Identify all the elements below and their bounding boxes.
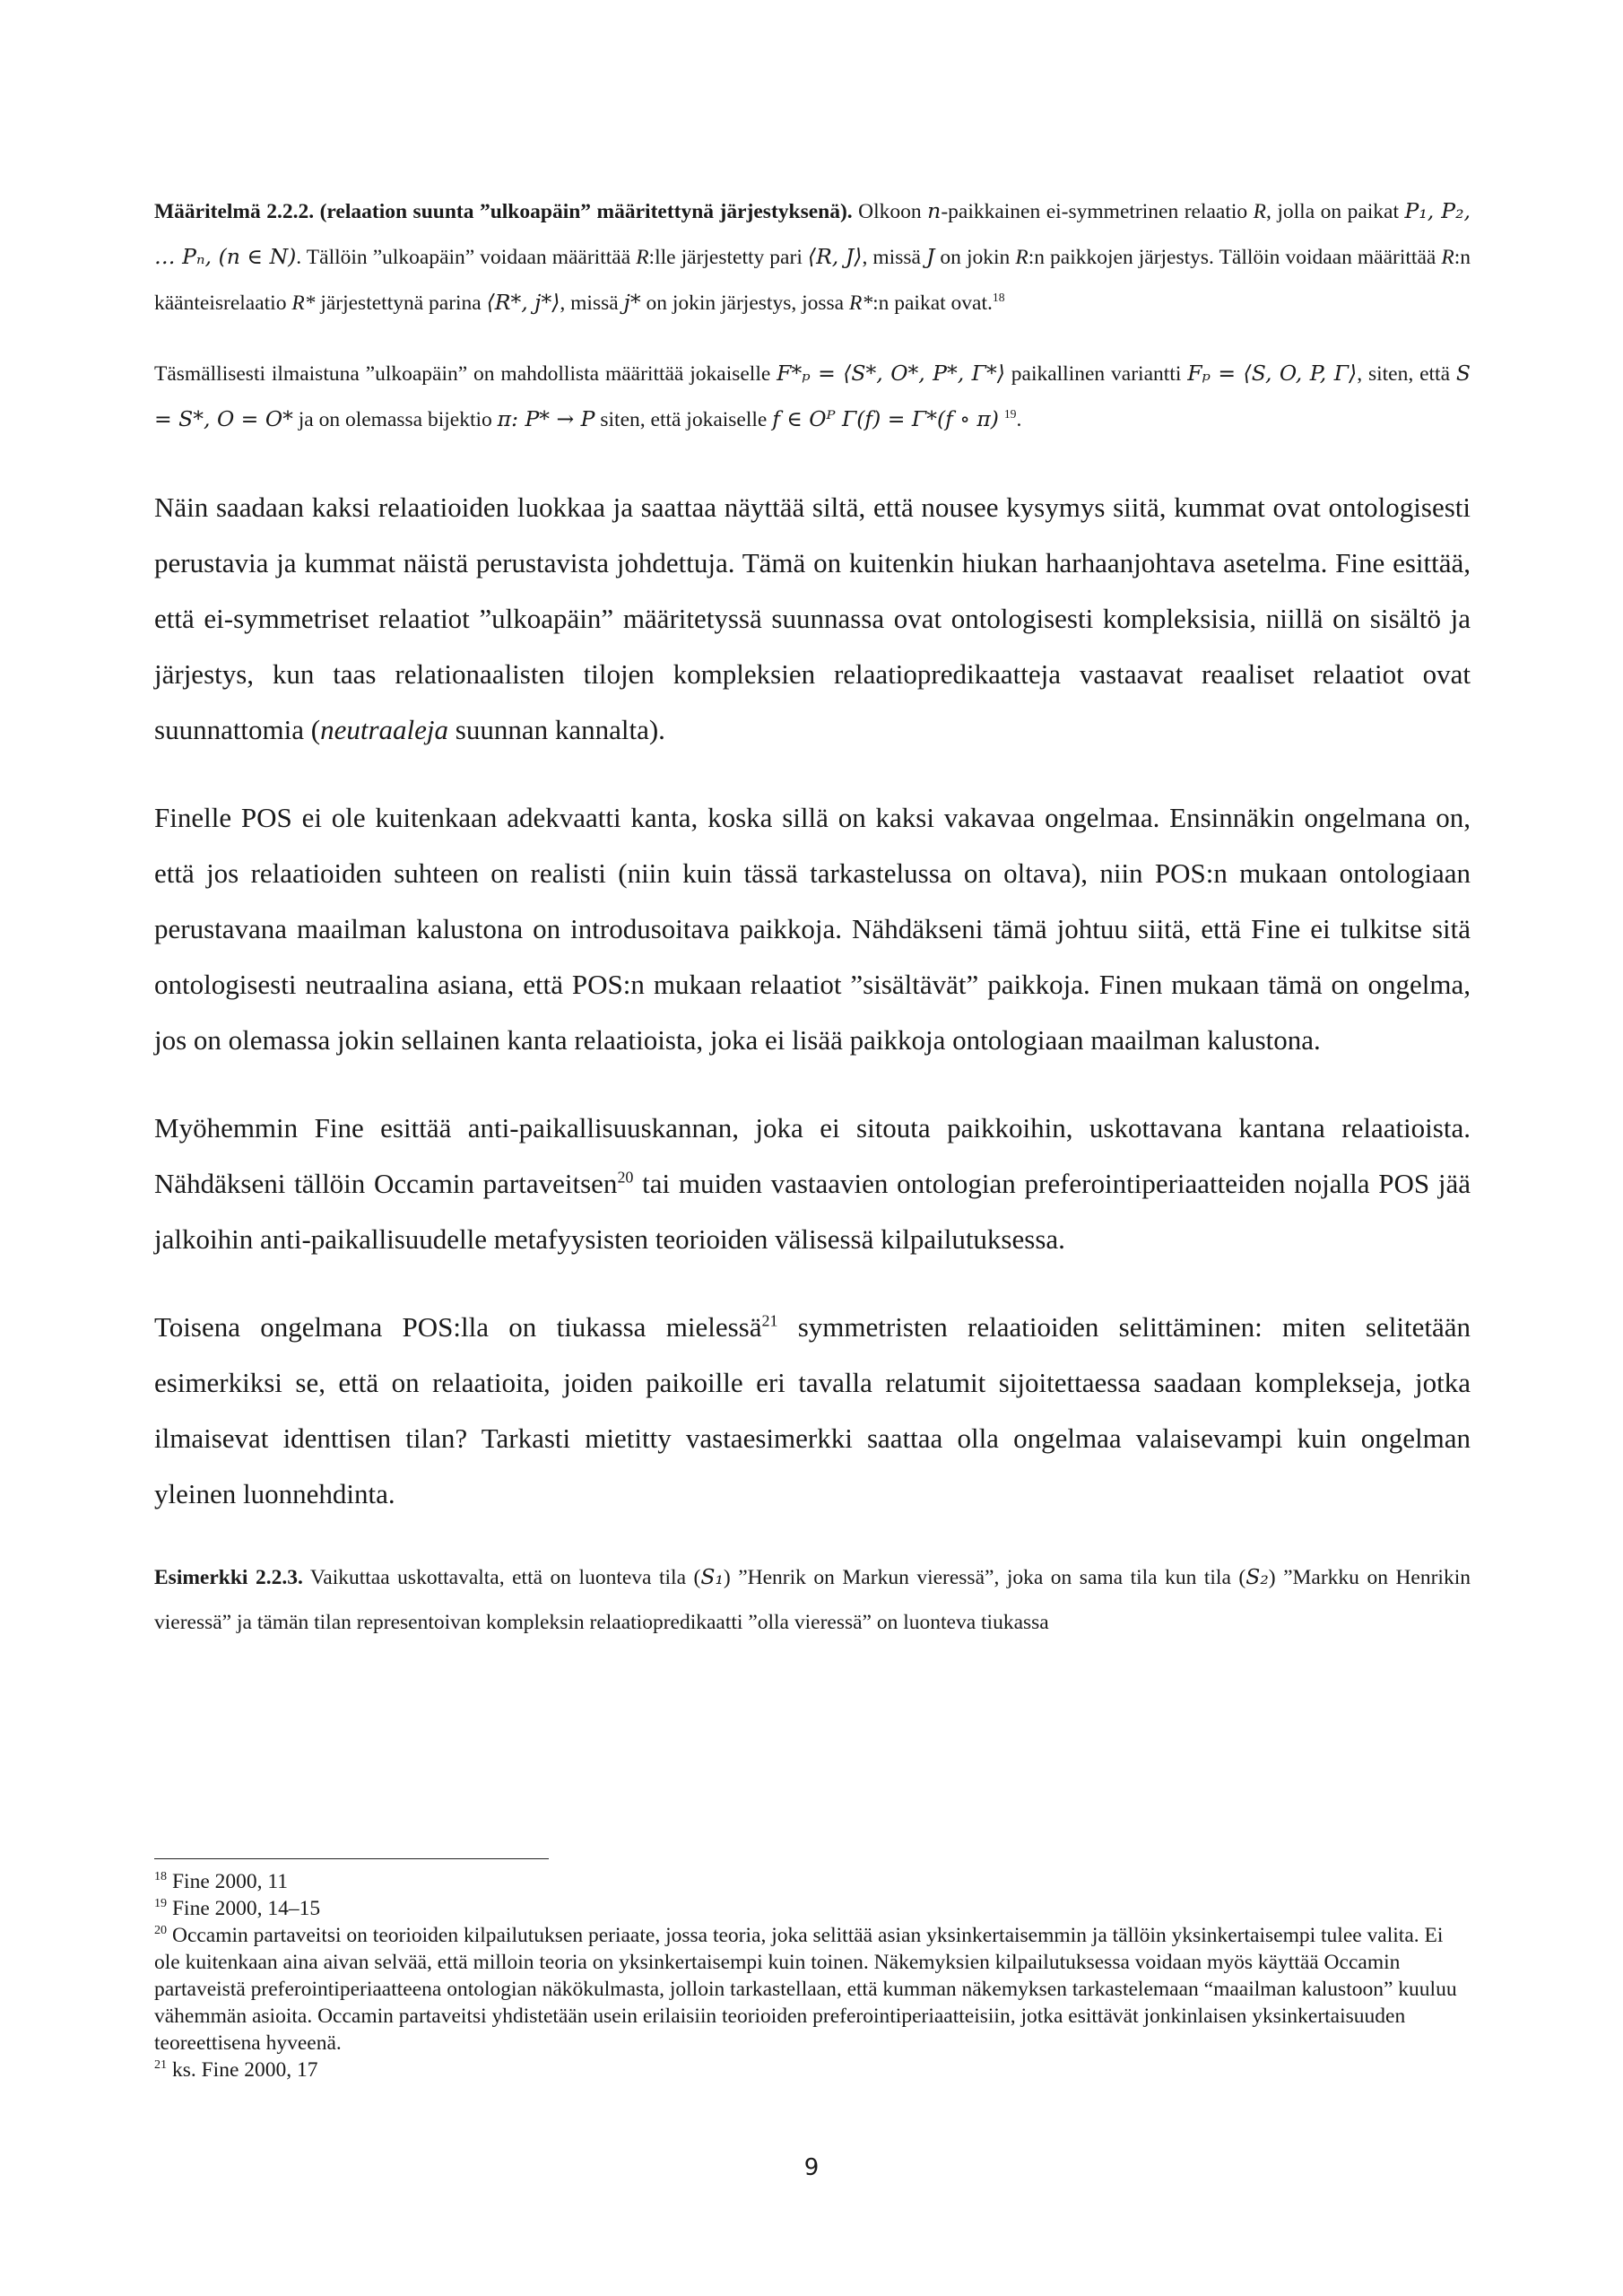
paragraph: Näin saadaan kaksi relaatioiden luokkaa ja saattaa näyttää siltä, että nousee kysymys siitä, kummat ovat ontologisesti perustavia ja kummat näistä perustavista johdettuja. Tämä on kuitenkin hiukan harhaanjohtava asetelma. Fine esittää, että ei-symmetriset relaatiot ”ulkoapäin” määritetyssä suunnassa ovat ontologisesti kompleksisia, niillä on sisältö ja järjestys, kun taas relationaalisten tilojen kompleksien relaatiopredikaatteja vastaavat reaaliset relaatiot ovat suunnattomia (neutraaleja suunnan kannalta).	[154, 491, 1471, 745]
footnote-ref-18[interactable]: 18	[992, 291, 1005, 305]
example-label: Esimerkki 2.2.3.	[154, 1566, 303, 1589]
formal-statement: Täsmällisesti ilmaistuna ”ulkoapäin” on mahdollista määrittää jokaiselle F*ₚ = ⟨S*, O*, P*, Γ*⟩ paikallinen variantti Fₚ = ⟨S, O, P, Γ⟩, siten, että S = S*, O = O* ja on olemassa bijektio π: P* → P siten, että jokaiselle f ∈ Oᴾ Γ(f) = Γ*(f ∘ π) $^{19}$.	[154, 361, 1471, 431]
definition-2-2-2: Määritelmä 2.2.2. (relaation suunta ”ulkoapäin” määritettynä järjestyksenä). Olkoon n-paikkainen ei-symmetrinen relaatio R, jolla on paikat P₁, P₂, … Pₙ, (n ∈ N). Tällöin ”ulkoapäin” voidaan määrittää R:lle järjestetty pari ⟨R, J⟩, missä J on jokin R:n paikkojen järjestys. Tällöin voidaan määrittää R:n käänteisrelaatio R* järjestettynä parina ⟨R*, j*⟩, missä j* on jokin järjestys, jossa R*:n paikat ovat.$^{18}$	[154, 198, 1471, 315]
footnote-separator	[154, 1858, 549, 1859]
paragraph: Finelle POS ei ole kuitenkaan adekvaatti kanta, koska sillä on kaksi vakavaa ongelmaa. Ensinnäkin ongelmana on, että jos relaatioiden suhteen on realisti (niin kuin tässä tarkastelussa on oltava), niin POS:n mukaan ontologiaan perustavana maailman kalustona on introdusoitava paikkoja. Nähdäkseni tämä johtuu siitä, että Fine ei tulkitse sitä ontologisesti neutraalina asiana, että POS:n mukaan relaatiot ”sisältävät” paikkoja. Finen mukaan tämä on ongelma, jos on olemassa jokin sellainen kanta relaatioista, joka ei lisää paikkoja ontologiaan maailman kalustona.	[154, 802, 1471, 1056]
page-number: 9	[803, 2154, 820, 2181]
footnote-19: $^{19}$ Fine 2000, 14–15	[154, 1896, 321, 1920]
footnote-ref-20[interactable]: 20	[617, 1168, 634, 1187]
footnote-ref-19[interactable]: 19	[1003, 407, 1017, 422]
footnote-18: $^{18}$ Fine 2000, 11	[154, 1869, 289, 1893]
definition-label: Määritelmä 2.2.2. (relaation suunta ”ulkoapäin” määritettynä järjestyksenä).	[154, 200, 853, 223]
footnote-21: $^{21}$ ks. Fine 2000, 17	[154, 2057, 318, 2082]
footnotes	[154, 1858, 1471, 2083]
footnote-ref-21[interactable]: 21	[761, 1311, 778, 1330]
main-text	[154, 188, 1471, 1645]
paragraph: Toisena ongelmana POS:lla on tiukassa mielessä$^{21}$ symmetristen relaatioiden selittäminen: miten selitetään esimerkiksi se, että on relaatioita, joiden paikoille eri tavalla relatumit sijoitettaessa saadaan komplekseja, jotka ilmaisevat identtisen tilan? Tarkasti mietitty vastaesimerkki saattaa olla ongelmaa valaisevampi kuin ongelman yleinen luonnehdinta.	[154, 1311, 1471, 1509]
paragraph: Myöhemmin Fine esittää anti-paikallisuuskannan, joka ei sitouta paikkoihin, uskottavana kantana relaatioista. Nähdäkseni tällöin Occamin partaveitsen$^{20}$ tai muiden vastaavien ontologian preferointiperiaatteiden nojalla POS jää jalkoihin anti-paikallisuudelle metafyysisten teorioiden välisessä kilpailutuksessa.	[154, 1112, 1471, 1255]
footnote-20: $^{20}$ Occamin partaveitsi on teorioiden kilpailutuksen periaate, jossa teoria, joka selittää asian yksinkertaisemmin ja tällöin yksinkertaisempi tulee valita. Ei ole kuitenkaan aina aivan selvää, että milloin teoria on yksinkertaisempi kuin toinen. Näkemyksien kilpailutuksessa voidaan myös käyttää Occamin partaveistä preferointiperiaatteena ontologian näkökulmasta, jolloin tarkastellaan, että kumman näkemyksen tarkastelemaan “maailman kalustoon” kuuluu vähemmän asioita. Occamin partaveitsi yhdistetään usein erilaisiin teorioiden preferointiperiaatteisiin, jotka esittävät jonkinlaisen yksinkertaisuuden teoreettisena hyveenä.	[154, 1923, 1457, 2055]
example-2-2-3: Esimerkki 2.2.3. Vaikuttaa uskottavalta, että on luonteva tila (S₁) ”Henrik on Markun vieressä”, joka on sama tila kun tila (S₂) ”Markku on Henrikin vieressä” ja tämän tilan representoivan kompleksin relaatiopredikaatti ”olla vieressä” on luonteva tiukassa	[154, 1564, 1471, 1634]
